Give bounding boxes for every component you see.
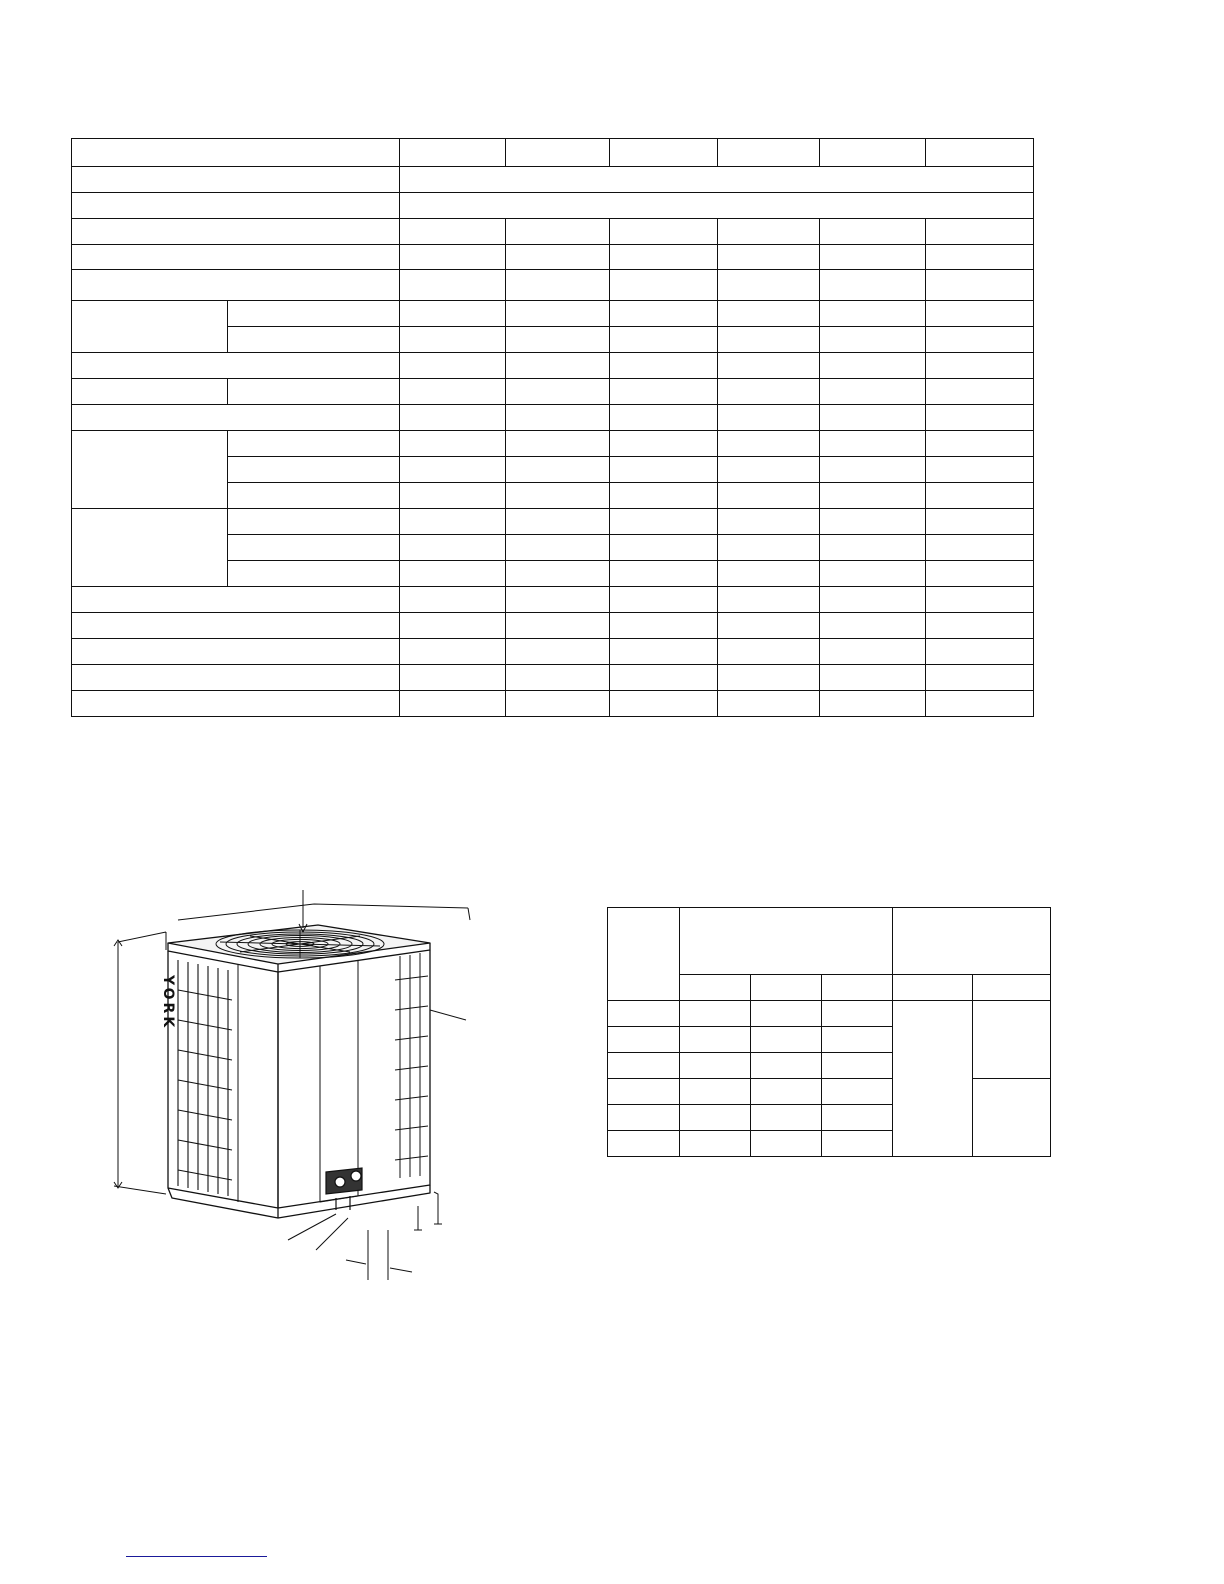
row-label-cell <box>72 245 400 270</box>
model-header-cell <box>820 139 926 167</box>
value-cell <box>506 301 610 327</box>
value-cell <box>926 405 1034 431</box>
right-coil-louvers <box>395 953 428 1178</box>
value-cell <box>718 587 820 613</box>
group-header-cell <box>680 908 893 975</box>
value-cell <box>400 483 506 509</box>
model-header-cell <box>926 139 1034 167</box>
value-cell <box>820 245 926 270</box>
model-cell <box>608 1131 680 1157</box>
value-cell <box>820 535 926 561</box>
model-cell <box>608 1079 680 1105</box>
value-cell <box>506 691 610 717</box>
value-cell <box>610 457 718 483</box>
value-cell <box>820 353 926 379</box>
group-label-cell <box>72 379 228 405</box>
value-cell <box>610 483 718 509</box>
table-row <box>72 431 1034 457</box>
value-cell <box>400 613 506 639</box>
value-cell <box>400 691 506 717</box>
table-row <box>72 691 1034 717</box>
table-row <box>72 245 1034 270</box>
value-cell <box>400 327 506 353</box>
group-label-cell <box>72 301 228 353</box>
value-cell <box>610 301 718 327</box>
sub-header-cell <box>822 975 893 1001</box>
table-row <box>72 665 1034 691</box>
row-label-cell <box>72 219 400 245</box>
value-cell <box>926 431 1034 457</box>
value-cell <box>926 509 1034 535</box>
group-label-cell <box>72 431 228 509</box>
front-coil-louvers <box>178 960 232 1196</box>
value-cell <box>822 1079 893 1105</box>
value-cell <box>820 665 926 691</box>
merged-value-cell <box>973 1001 1051 1079</box>
sub-label-cell <box>228 509 400 535</box>
value-cell <box>400 270 506 301</box>
model-header-cell <box>608 908 680 1001</box>
value-cell <box>820 379 926 405</box>
value-cell <box>820 483 926 509</box>
merged-value-cell <box>973 1079 1051 1157</box>
table-row <box>72 193 1034 219</box>
value-cell <box>820 270 926 301</box>
table-row <box>72 405 1034 431</box>
value-cell <box>506 270 610 301</box>
value-cell <box>718 327 820 353</box>
value-cell <box>926 613 1034 639</box>
footer-rule <box>126 1556 267 1557</box>
value-cell <box>610 639 718 665</box>
model-header-cell <box>610 139 718 167</box>
value-cell <box>506 431 610 457</box>
value-cell <box>820 587 926 613</box>
value-cell <box>820 431 926 457</box>
value-cell <box>610 353 718 379</box>
merged-value-cell <box>400 167 1034 193</box>
value-cell <box>680 1053 751 1079</box>
value-cell <box>506 327 610 353</box>
model-cell <box>608 1027 680 1053</box>
table-row <box>608 1001 1051 1027</box>
value-cell <box>400 301 506 327</box>
value-cell <box>680 1105 751 1131</box>
value-cell <box>610 270 718 301</box>
value-cell <box>506 405 610 431</box>
value-cell <box>506 587 610 613</box>
value-cell <box>718 405 820 431</box>
value-cell <box>506 561 610 587</box>
value-cell <box>926 457 1034 483</box>
sub-label-cell <box>228 535 400 561</box>
value-cell <box>400 379 506 405</box>
header-row <box>72 139 1034 167</box>
value-cell <box>926 219 1034 245</box>
table-row <box>72 219 1034 245</box>
table-row <box>72 639 1034 665</box>
value-cell <box>400 509 506 535</box>
header-cell <box>72 139 400 167</box>
row-label-cell <box>72 405 400 431</box>
sub-header-cell <box>680 975 751 1001</box>
value-cell <box>718 301 820 327</box>
sub-header-cell <box>751 975 822 1001</box>
sub-label-cell <box>228 379 400 405</box>
row-label-cell <box>72 613 400 639</box>
sub-label-cell <box>228 483 400 509</box>
value-cell <box>506 613 610 639</box>
value-cell <box>400 405 506 431</box>
value-cell <box>610 405 718 431</box>
value-cell <box>718 535 820 561</box>
value-cell <box>751 1131 822 1157</box>
value-cell <box>610 245 718 270</box>
value-cell <box>751 1053 822 1079</box>
value-cell <box>718 639 820 665</box>
sub-header-cell <box>973 975 1051 1001</box>
value-cell <box>718 245 820 270</box>
model-cell <box>608 1001 680 1027</box>
value-cell <box>718 691 820 717</box>
value-cell <box>506 245 610 270</box>
value-cell <box>610 327 718 353</box>
value-cell <box>926 483 1034 509</box>
value-cell <box>820 561 926 587</box>
cabinet-front <box>168 951 278 1208</box>
value-cell <box>610 219 718 245</box>
table-row <box>72 353 1034 379</box>
value-cell <box>610 379 718 405</box>
value-cell <box>610 613 718 639</box>
value-cell <box>820 509 926 535</box>
value-cell <box>400 587 506 613</box>
value-cell <box>680 1001 751 1027</box>
value-cell <box>680 1131 751 1157</box>
value-cell <box>400 561 506 587</box>
value-cell <box>926 535 1034 561</box>
row-label-cell <box>72 691 400 717</box>
value-cell <box>506 535 610 561</box>
table-row <box>72 587 1034 613</box>
group-label-cell <box>72 509 228 587</box>
value-cell <box>926 561 1034 587</box>
value-cell <box>926 270 1034 301</box>
value-cell <box>822 1105 893 1131</box>
sub-label-cell <box>228 327 400 353</box>
model-cell <box>608 1105 680 1131</box>
value-cell <box>926 691 1034 717</box>
value-cell <box>822 1131 893 1157</box>
value-cell <box>400 353 506 379</box>
service-valves <box>326 1168 362 1210</box>
value-cell <box>506 379 610 405</box>
value-cell <box>926 327 1034 353</box>
row-label-cell <box>72 639 400 665</box>
value-cell <box>718 613 820 639</box>
header-row <box>608 908 1051 975</box>
value-cell <box>506 457 610 483</box>
value-cell <box>926 301 1034 327</box>
value-cell <box>400 639 506 665</box>
value-cell <box>718 665 820 691</box>
sub-label-cell <box>228 431 400 457</box>
value-cell <box>718 431 820 457</box>
model-header-cell <box>400 139 506 167</box>
model-header-cell <box>718 139 820 167</box>
value-cell <box>610 691 718 717</box>
value-cell <box>926 639 1034 665</box>
value-cell <box>820 613 926 639</box>
specifications-table <box>71 138 1034 717</box>
value-cell <box>400 245 506 270</box>
row-label-cell <box>72 587 400 613</box>
value-cell <box>506 665 610 691</box>
value-cell <box>718 457 820 483</box>
value-cell <box>820 219 926 245</box>
row-label-cell <box>72 270 400 301</box>
value-cell <box>820 405 926 431</box>
value-cell <box>610 431 718 457</box>
value-cell <box>610 665 718 691</box>
value-cell <box>822 1053 893 1079</box>
sub-label-cell <box>228 301 400 327</box>
merged-value-cell <box>893 1001 973 1157</box>
value-cell <box>751 1079 822 1105</box>
value-cell <box>820 327 926 353</box>
table-row <box>72 167 1034 193</box>
row-label-cell <box>72 193 400 219</box>
row-label-cell <box>72 665 400 691</box>
merged-value-cell <box>400 193 1034 219</box>
table-row <box>72 613 1034 639</box>
value-cell <box>926 353 1034 379</box>
value-cell <box>820 691 926 717</box>
value-cell <box>926 245 1034 270</box>
value-cell <box>820 301 926 327</box>
value-cell <box>610 587 718 613</box>
value-cell <box>926 665 1034 691</box>
table-row <box>608 1079 1051 1105</box>
value-cell <box>751 1105 822 1131</box>
value-cell <box>926 587 1034 613</box>
table-row <box>72 301 1034 327</box>
value-cell <box>718 509 820 535</box>
value-cell <box>400 457 506 483</box>
table-row <box>72 270 1034 301</box>
sub-header-cell <box>893 975 973 1001</box>
value-cell <box>506 353 610 379</box>
value-cell <box>718 353 820 379</box>
value-cell <box>751 1001 822 1027</box>
value-cell <box>718 270 820 301</box>
table-row <box>72 379 1034 405</box>
value-cell <box>610 561 718 587</box>
dimensions-table <box>607 907 1051 1157</box>
value-cell <box>610 509 718 535</box>
model-header-cell <box>506 139 610 167</box>
value-cell <box>506 483 610 509</box>
row-label-cell <box>72 167 400 193</box>
row-label-cell <box>72 353 400 379</box>
value-cell <box>718 483 820 509</box>
value-cell <box>822 1001 893 1027</box>
value-cell <box>718 561 820 587</box>
value-cell <box>400 219 506 245</box>
value-cell <box>610 535 718 561</box>
table-row <box>72 509 1034 535</box>
value-cell <box>718 219 820 245</box>
value-cell <box>506 639 610 665</box>
value-cell <box>400 431 506 457</box>
value-cell <box>506 219 610 245</box>
value-cell <box>822 1027 893 1053</box>
sub-label-cell <box>228 457 400 483</box>
model-cell <box>608 1053 680 1079</box>
condensing-unit-illustration <box>100 880 500 1280</box>
value-cell <box>506 509 610 535</box>
brand-logo: YORK <box>160 975 176 1031</box>
value-cell <box>400 665 506 691</box>
group-header-cell <box>893 908 1051 975</box>
value-cell <box>926 379 1034 405</box>
value-cell <box>680 1079 751 1105</box>
value-cell <box>718 379 820 405</box>
value-cell <box>751 1027 822 1053</box>
value-cell <box>820 457 926 483</box>
value-cell <box>680 1027 751 1053</box>
sub-label-cell <box>228 561 400 587</box>
value-cell <box>400 535 506 561</box>
value-cell <box>820 639 926 665</box>
